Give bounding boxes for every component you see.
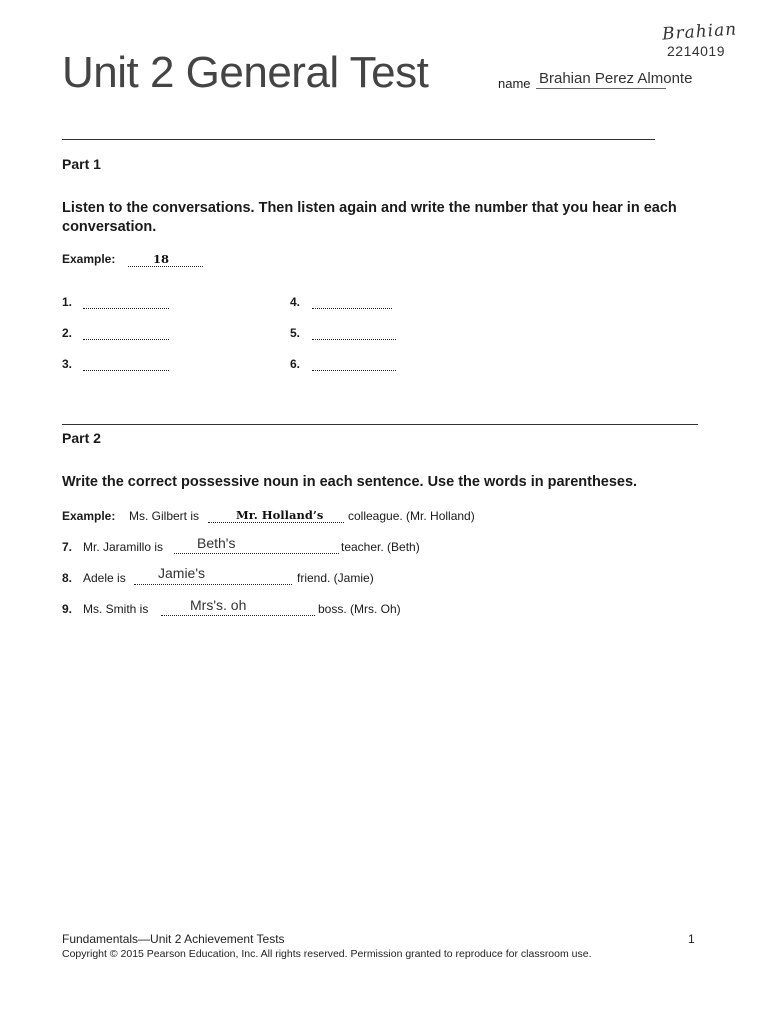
name-underline bbox=[536, 88, 666, 89]
divider bbox=[62, 424, 698, 425]
item-number: 3. bbox=[62, 357, 73, 371]
divider bbox=[62, 139, 655, 140]
part1-example bbox=[62, 252, 115, 266]
part2-instructions: Write the correct possessive noun in each sentence. Use the words in parentheses. bbox=[62, 474, 638, 490]
list-item: 8. bbox=[62, 571, 73, 585]
handwritten-answer-9[interactable]: Mrs's. oh bbox=[190, 597, 247, 613]
answer-blank-5[interactable] bbox=[312, 327, 396, 340]
sentence-after: teacher. (Beth) bbox=[341, 540, 420, 554]
item-number: 1. bbox=[62, 295, 73, 309]
list-item bbox=[62, 357, 72, 371]
item-number: 4. bbox=[290, 295, 301, 309]
answer-blank-1[interactable] bbox=[83, 296, 169, 309]
list-item: 7. bbox=[62, 540, 73, 554]
part2-example-after: colleague. (Mr. Holland) bbox=[348, 509, 475, 523]
answer-blank-6[interactable] bbox=[312, 358, 396, 371]
handwritten-answer-8[interactable]: Jamie's bbox=[158, 565, 206, 581]
part1-instructions: Listen to the conversations. Then listen again and write the number that you hear in each conversation. bbox=[62, 200, 677, 235]
part2-example-before: Ms. Gilbert is bbox=[129, 509, 200, 523]
list-item bbox=[290, 326, 300, 340]
student-id: 2214019 bbox=[667, 43, 726, 59]
answer-blank-2[interactable] bbox=[83, 327, 169, 340]
footer-title: Fundamentals—Unit 2 Achievement Tests bbox=[62, 932, 285, 946]
sentence-after: boss. (Mrs. Oh) bbox=[318, 602, 401, 616]
handwritten-signature: Brahian bbox=[661, 19, 738, 45]
list-item bbox=[290, 295, 300, 309]
part2-heading: Part 2 bbox=[62, 430, 101, 446]
part2-example-label: Example: bbox=[62, 509, 116, 523]
item-number: 5. bbox=[290, 326, 301, 340]
answer-blank-3[interactable] bbox=[83, 358, 169, 371]
name-label: name bbox=[498, 76, 531, 91]
page-title: Unit 2 General Test bbox=[62, 48, 429, 97]
example-label: Example: bbox=[62, 252, 116, 266]
list-item: 9. bbox=[62, 602, 73, 616]
answer-blank-4[interactable] bbox=[312, 296, 392, 309]
footer-copyright: Copyright © 2015 Pearson Education, Inc. All rights reserved. Permission granted to reproduce for classroom use. bbox=[62, 948, 592, 960]
handwritten-answer-7[interactable]: Beth's bbox=[197, 535, 236, 551]
item-number: 2. bbox=[62, 326, 73, 340]
list-item bbox=[290, 357, 300, 371]
page-number: 1 bbox=[688, 932, 695, 946]
sentence-after: friend. (Jamie) bbox=[297, 571, 374, 585]
list-item bbox=[62, 295, 72, 309]
sentence-before: Ms. Smith is bbox=[83, 602, 149, 616]
example-answer: Mr. Holland’s bbox=[236, 508, 324, 522]
part1-heading: Part 1 bbox=[62, 156, 101, 172]
list-item bbox=[62, 326, 72, 340]
name-field[interactable]: Brahian Perez Almonte bbox=[539, 70, 693, 87]
example-answer: 18 bbox=[153, 252, 170, 266]
sentence-before: Mr. Jaramillo is bbox=[83, 540, 164, 554]
item-number: 6. bbox=[290, 357, 301, 371]
sentence-before: Adele is bbox=[83, 571, 126, 585]
